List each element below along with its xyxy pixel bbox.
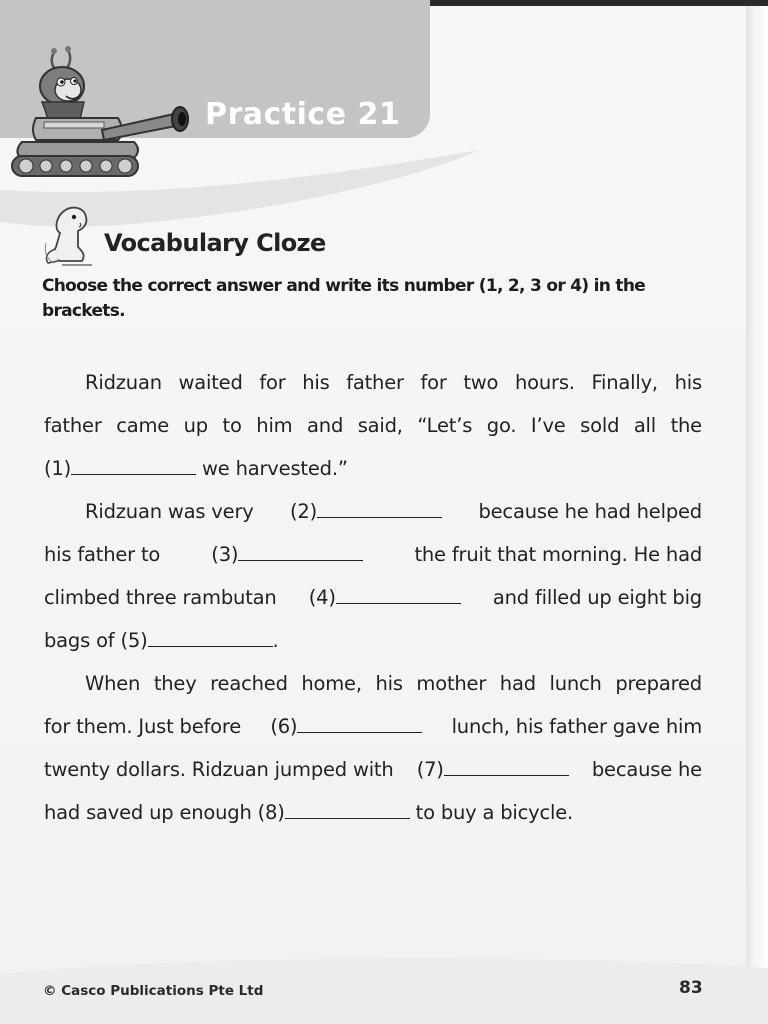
cloze-passage — [44, 361, 702, 834]
word: up — [183, 414, 208, 437]
answer-blank-7[interactable] — [444, 774, 569, 776]
passage-line — [44, 791, 702, 834]
word: father — [346, 371, 404, 394]
word: all — [633, 414, 656, 437]
word: Finally, — [591, 371, 658, 394]
page-number: 83 — [679, 978, 703, 998]
word: the — [670, 414, 702, 437]
answer-blank-8[interactable] — [285, 817, 410, 819]
answer-blank-6[interactable] — [297, 731, 422, 733]
passage-text: because he — [591, 758, 702, 781]
passage-text: bags of — [44, 629, 115, 652]
word: hours. — [514, 371, 575, 394]
word: his — [375, 672, 403, 695]
section-title: Vocabulary Cloze — [104, 229, 326, 257]
passage-line — [44, 576, 702, 619]
passage-line — [44, 705, 702, 748]
word: go. — [486, 414, 517, 437]
passage-text: his father to — [44, 543, 161, 566]
blank-number-7: (7) — [416, 758, 444, 781]
word: for — [259, 371, 286, 394]
blank-number-2: (2) — [290, 500, 318, 523]
passage-line — [44, 619, 702, 662]
word: his — [674, 371, 702, 394]
passage-line — [44, 361, 702, 404]
word: for — [420, 371, 447, 394]
passage-text: lunch, his father gave him — [451, 715, 702, 738]
word: “Let’s — [417, 414, 473, 437]
passage-text: to buy a bicycle. — [415, 801, 574, 824]
word: two — [463, 371, 499, 394]
word: his — [302, 371, 330, 394]
word: they — [153, 672, 197, 695]
passage-text: the fruit that morning. He had — [414, 543, 702, 566]
blank-number-3: (3) — [211, 543, 239, 566]
passage-text: and filled up eight big — [492, 586, 702, 609]
passage-line — [44, 662, 702, 705]
answer-blank-1[interactable] — [71, 473, 196, 475]
passage-text: because he had helped — [478, 500, 702, 523]
answer-blank-3[interactable] — [238, 559, 363, 561]
answer-blank-2[interactable] — [317, 516, 442, 518]
passage-text: had saved up enough — [44, 801, 252, 824]
passage-line — [44, 490, 702, 533]
instructions: Choose the correct answer and write its number (1, 2, 3 or 4) in the brackets. — [42, 276, 646, 321]
word: I’ve — [530, 414, 566, 437]
word: When — [85, 672, 141, 695]
passage-text: for them. Just before — [44, 715, 242, 738]
passage-text: climbed three rambutan — [44, 586, 277, 609]
passage-text: twenty dollars. Ridzuan jumped with — [44, 758, 394, 781]
blank-number-5: (5) — [120, 629, 148, 652]
passage-line — [44, 447, 702, 490]
answer-blank-5[interactable] — [148, 645, 273, 647]
passage-line — [44, 533, 702, 576]
word: to — [222, 414, 242, 437]
publisher-credit: © Casco Publications Pte Ltd — [43, 983, 264, 999]
passage-text: . — [272, 629, 279, 652]
blank-number-4: (4) — [308, 586, 336, 609]
passage-line — [44, 404, 702, 447]
cartoon-tank-mascot-icon — [6, 46, 201, 181]
blank-number-8: (8) — [257, 801, 285, 824]
word: him — [256, 414, 293, 437]
word: sold — [580, 414, 620, 437]
word: prepared — [615, 672, 702, 695]
word: home, — [301, 672, 362, 695]
word: and — [307, 414, 344, 437]
cartoon-dinosaur-icon — [42, 203, 100, 267]
word: waited — [178, 371, 243, 394]
blank-number-1: (1) — [44, 457, 72, 480]
word: came — [116, 414, 170, 437]
word: had — [499, 672, 536, 695]
blank-number-6: (6) — [270, 715, 298, 738]
passage-line — [44, 748, 702, 791]
passage-text: Ridzuan was very — [85, 500, 254, 523]
word: lunch — [549, 672, 602, 695]
word: said, — [357, 414, 403, 437]
passage-text: we harvested.” — [202, 457, 348, 480]
word: mother — [416, 672, 487, 695]
word: father — [44, 414, 102, 437]
practice-title: Practice 21 — [205, 97, 401, 132]
answer-blank-4[interactable] — [336, 602, 461, 604]
word: Ridzuan — [85, 371, 162, 394]
word: reached — [210, 672, 288, 695]
